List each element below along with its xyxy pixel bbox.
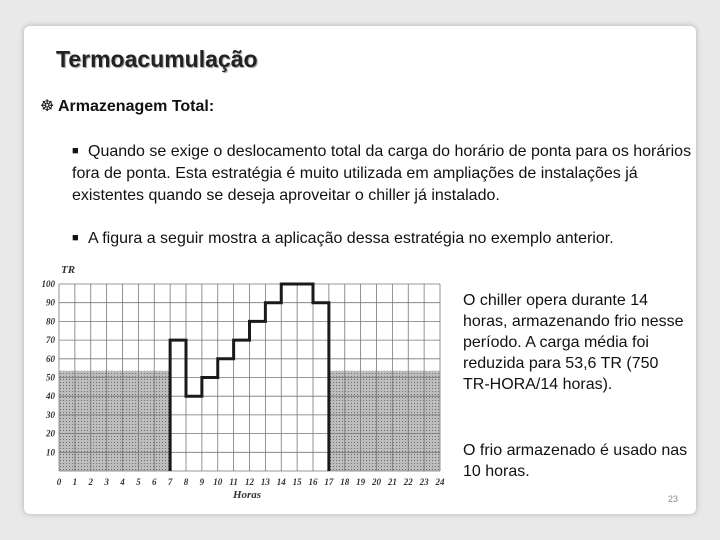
wheel-bullet-icon: ☸: [40, 98, 55, 115]
x-tick-label: 0: [56, 477, 62, 487]
paragraph-text: Quando se exige o deslocamento total da carga do horário de ponta para os horários fora de ponta. Esta estratégia é muito utilizada em ampliações de instalações já existentes quando se deseja aproveitar o chiller já instalado.: [72, 143, 692, 204]
x-tick-label: 20: [372, 477, 381, 487]
x-tick-label: 17: [324, 477, 334, 487]
x-tick-label: 8: [183, 477, 189, 487]
x-tick-label: 4: [120, 477, 125, 487]
y-tick-label: 90: [46, 297, 55, 308]
x-tick-label: 9: [199, 477, 205, 487]
x-tick-label: 15: [292, 477, 302, 487]
x-tick-label: 16: [308, 477, 318, 487]
x-tick-label: 5: [136, 477, 141, 487]
square-bullet-icon: ■: [72, 232, 79, 244]
storage-description: O frio armazenado é usado nas 10 horas.: [463, 442, 688, 480]
y-tick-label: 40: [46, 391, 55, 402]
square-bullet-icon: ■: [72, 145, 79, 157]
y-tick-label: 20: [46, 428, 55, 439]
x-tick-label: 21: [387, 477, 397, 487]
y-tick-label: 60: [46, 353, 55, 364]
paragraph-storage-strategy: [72, 140, 692, 207]
storage-shaded-region: [59, 371, 170, 471]
x-tick-label: 12: [245, 477, 254, 487]
x-tick-label: 6: [152, 477, 157, 487]
x-tick-label: 3: [104, 477, 109, 487]
y-tick-label: 100: [41, 279, 55, 289]
paragraph-figure-intro: [72, 227, 692, 250]
x-tick-label: 7: [167, 477, 173, 487]
x-tick-label: 18: [340, 477, 350, 487]
x-axis-label: Horas: [232, 489, 262, 501]
slide-title: Termoacumulação: [56, 46, 258, 72]
x-tick-label: 19: [356, 477, 366, 487]
section-heading-text: Armazenagem Total:: [58, 98, 215, 115]
x-tick-label: 24: [435, 477, 445, 487]
x-tick-label: 22: [403, 477, 413, 487]
load-profile-chart: [36, 262, 448, 502]
x-tick-label: 1: [72, 477, 78, 487]
x-tick-label: 13: [260, 477, 270, 487]
section-heading: [40, 96, 214, 116]
x-tick-label: 2: [88, 477, 93, 487]
page-number: 23: [668, 494, 679, 504]
paragraph-text: A figura a seguir mostra a aplicação dessa estratégia no exemplo anterior.: [88, 230, 614, 247]
y-axis-label: TR: [61, 264, 76, 276]
y-tick-label: 50: [46, 372, 55, 383]
y-tick-label: 70: [46, 335, 55, 346]
storage-shaded-region: [329, 371, 440, 471]
x-tick-label: 10: [213, 477, 223, 487]
y-tick-label: 80: [46, 316, 55, 327]
y-tick-label: 10: [46, 447, 55, 458]
x-tick-label: 14: [276, 477, 286, 487]
x-tick-label: 11: [229, 477, 238, 487]
x-tick-label: 23: [419, 477, 429, 487]
chiller-description: O chiller opera durante 14 horas, armazenando frio nesse período. A carga média foi reduzida para 53,6 TR (750 TR-HORA/14 horas).: [463, 292, 684, 393]
y-tick-label: 30: [46, 409, 55, 420]
